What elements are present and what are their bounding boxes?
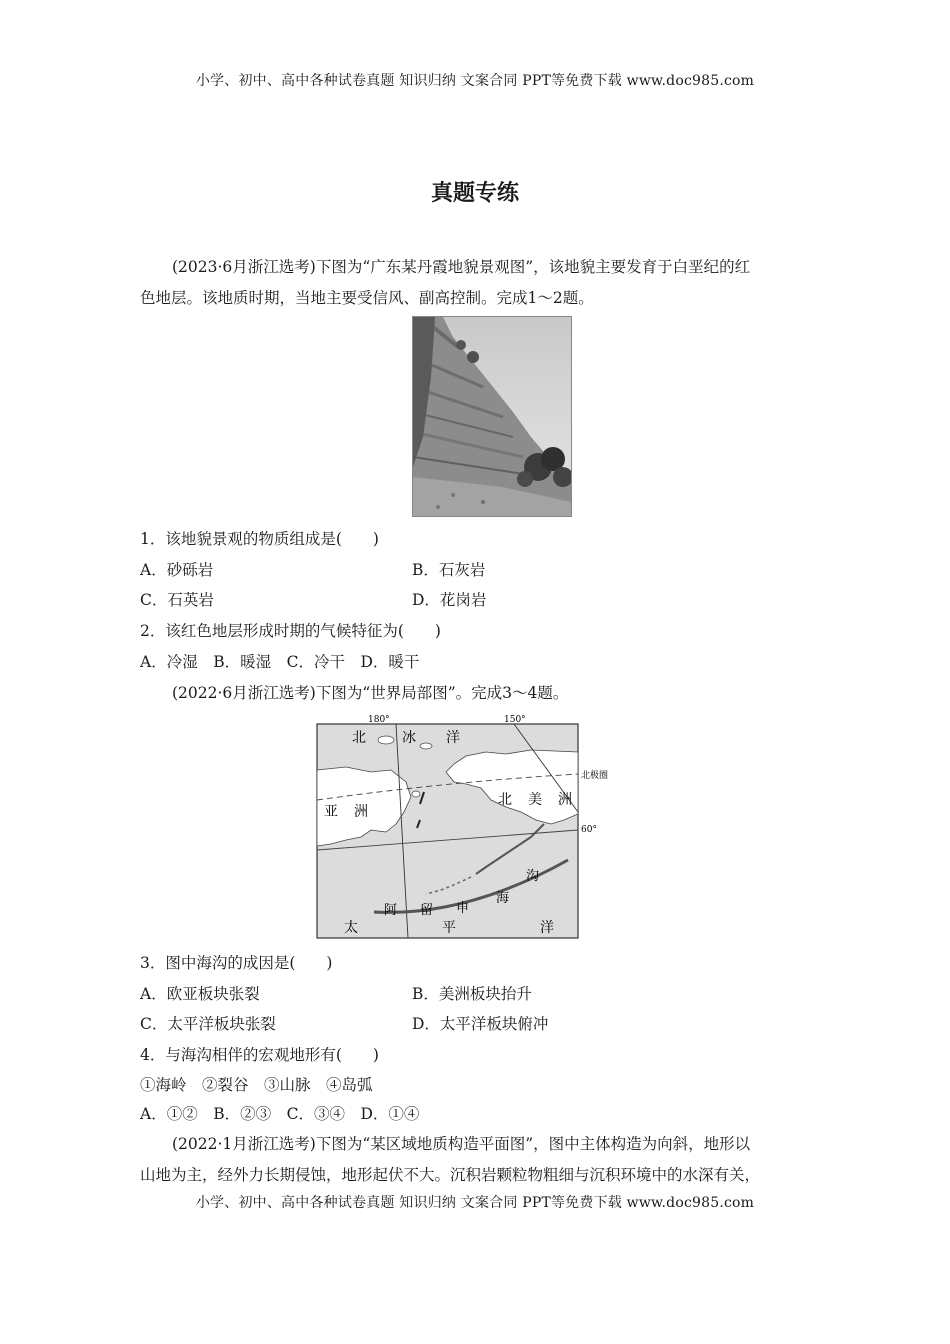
page-title: 真题专练 xyxy=(430,181,519,206)
page-header: 小学、初中、高中各种试卷真题 知识归纳 文案合同 PPT等免费下载 www.doc985.com xyxy=(195,73,755,89)
trench-char-4: 海 xyxy=(496,891,510,906)
arctic-ocean-char-3: 洋 xyxy=(446,730,460,746)
trench-char-5: 沟 xyxy=(526,869,540,884)
trench-char-3: 申 xyxy=(456,901,470,916)
arctic-ocean-char-1: 北 xyxy=(352,730,366,746)
danxia-landform-photo xyxy=(412,316,572,517)
north-america-char-2: 美 xyxy=(528,792,542,808)
intro-paragraph-2: (2022·6月浙江选考)下图为“世界局部图”。完成3～4题。 xyxy=(172,684,569,702)
asia-char-1: 亚 xyxy=(324,804,338,820)
lon-180-label: 180° xyxy=(368,715,390,725)
question-2-stem: 2．该红色地层形成时期的气候特征为( ) xyxy=(140,622,441,640)
question-1-stem: 1．该地貌景观的物质组成是( ) xyxy=(140,530,379,548)
question-1-option-c: C．石英岩 xyxy=(140,591,214,609)
intro-paragraph-1 xyxy=(140,252,812,314)
question-4-stem: 4．与海沟相伴的宏观地形有( ) xyxy=(140,1046,379,1064)
asia-char-2: 洲 xyxy=(354,804,368,820)
intro-3-line-2: 山地为主，经外力长期侵蚀，地形起伏不大。沉积岩颗粒物粗细与沉积环境中的水深有关， xyxy=(140,1166,761,1184)
question-3-option-a: A．欧亚板块张裂 xyxy=(140,985,260,1003)
question-3-option-b: B．美洲板块抬升 xyxy=(412,985,532,1003)
trench-char-2: 留 xyxy=(420,903,434,918)
trench-char-1: 阿 xyxy=(384,903,398,918)
question-4-items: ①海岭 ②裂谷 ③山脉 ④岛弧 xyxy=(140,1076,373,1094)
pacific-char-3: 洋 xyxy=(540,920,554,936)
arctic-ocean-char-2: 冰 xyxy=(402,730,416,746)
intro-1-line-1: (2023·6月浙江选考)下图为“广东某丹霞地貌景观图”，该地貌主要发育于白垩纪的红 xyxy=(172,258,751,276)
question-1-option-a: A．砂砾岩 xyxy=(140,561,214,579)
arctic-circle-label: 北极圈 xyxy=(581,771,609,781)
page-footer: 小学、初中、高中各种试卷真题 知识归纳 文案合同 PPT等免费下载 www.doc985.com xyxy=(195,1195,755,1211)
north-america-char-3: 洲 xyxy=(558,792,572,808)
lat-60-label: 60° xyxy=(581,825,597,835)
intro-3-line-1: (2022·1月浙江选考)下图为“某区域地质构造平面图”，图中主体构造为向斜，地形以 xyxy=(172,1135,751,1153)
lon-150-label: 150° xyxy=(504,715,526,725)
question-3-option-c: C．太平洋板块张裂 xyxy=(140,1015,276,1033)
question-1-option-b: B．石灰岩 xyxy=(412,561,486,579)
question-3-stem: 3．图中海沟的成因是( ) xyxy=(140,954,333,972)
intro-paragraph-3 xyxy=(140,1129,812,1191)
question-1-option-d: D．花岗岩 xyxy=(412,591,487,609)
north-america-char-1: 北 xyxy=(498,792,512,808)
question-2-options: A．冷湿 B．暖湿 C．冷干 D．暖干 xyxy=(140,653,420,671)
question-3-option-d: D．太平洋板块俯冲 xyxy=(412,1015,549,1033)
intro-1-line-2: 色地层。该地质时期，当地主要受信风、副高控制。完成1～2题。 xyxy=(140,289,594,307)
pacific-char-1: 太 xyxy=(344,920,358,936)
question-4-options: A．①② B．②③ C．③④ D．①④ xyxy=(140,1105,420,1123)
pacific-char-2: 平 xyxy=(442,920,456,936)
world-partial-map xyxy=(316,712,616,940)
